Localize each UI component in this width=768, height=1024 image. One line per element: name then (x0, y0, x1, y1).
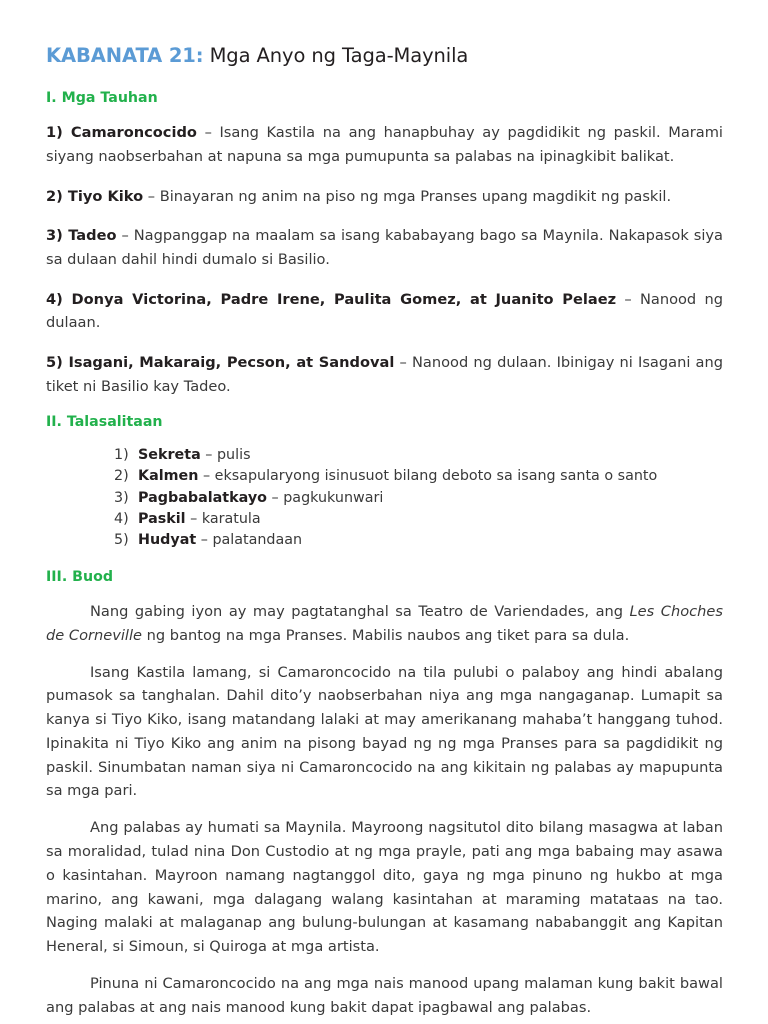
vocab-dash: – (196, 531, 213, 548)
character-entry (46, 288, 723, 335)
vocab-marker: 4) (114, 510, 129, 527)
character-dash: – (616, 290, 640, 308)
summary-paragraph (46, 816, 723, 959)
character-description: Binayaran ng anim na piso ng mga Pranses upang magdikit ng paskil. (159, 187, 672, 205)
vocab-definition: pulis (216, 447, 251, 464)
character-number: 4) (46, 290, 63, 308)
vocabulary-list (46, 445, 723, 551)
character-number: 3) (46, 227, 63, 245)
summary-paragraph (46, 661, 723, 804)
character-name: Isagani, Makaraig, Pecson, at Sandoval (68, 353, 395, 371)
list-item (114, 530, 723, 551)
vocab-term: Kalmen (138, 468, 199, 485)
paragraph-text-post: ng bantog na mga Pranses. Mabilis naubos ang tiket para sa dula. (142, 626, 630, 644)
vocab-term: Hudyat (138, 531, 197, 548)
paragraph-text-pre: Isang Kastila lamang, si Camaroncocido na tila pulubi o palaboy ang hindi abalang pumasok sa tanghalan. Dahil dito’y naobserbahan niya ang mga nangaganap. Lumapit sa kanya si Tiyo Kiko, isang matandang lalaki at may amerikanang mahaba’t hanggang tuhod. Ipinakita ni Tiyo Kiko ang anim na pisong bayad ng ng mga Pranses para sa pagdidikit ng paskil. Sinumbatan naman siya ni Camaroncocido na ang kikitain ng palabas ay mapupunta sa mga pari. (46, 663, 723, 800)
character-number: 1) (46, 124, 63, 142)
character-entry (46, 224, 723, 271)
character-dash: – (143, 187, 160, 205)
vocab-marker: 5) (114, 531, 129, 548)
character-dash: – (394, 353, 412, 371)
character-number: 5) (46, 353, 63, 371)
character-name: Camaroncocido (70, 124, 197, 142)
character-description: Isang Kastila na ang hanapbuhay ay pagdidikit ng paskil. Marami siyang naobserbahan at napuna sa mga pumupunta sa palabas na ipinagkibit balikat. (46, 124, 723, 166)
section-heading-vocabulary: II. Talasalitaan (46, 414, 163, 431)
list-item (114, 509, 723, 530)
vocab-dash: – (198, 468, 215, 485)
character-entry (46, 185, 723, 209)
paragraph-text-pre: Nang gabing iyon ay may pagtatanghal sa Teatro de Variendades, ang (90, 603, 630, 621)
character-description: Nanood ng dulaan. Ibinigay ni Isagani ang tiket ni Basilio kay Tadeo. (46, 353, 723, 395)
page-title (46, 44, 723, 68)
section-heading-characters: I. Mga Tauhan (46, 90, 158, 107)
vocab-term: Pagbabalatkayo (138, 489, 267, 506)
character-name: Tadeo (68, 227, 117, 245)
list-item (114, 466, 723, 487)
vocab-definition: karatula (201, 510, 261, 527)
chapter-label: KABANATA 21: (46, 44, 204, 67)
character-name: Donya Victorina, Padre Irene, Paulita Gomez, at Juanito Pelaez (71, 290, 617, 308)
vocab-marker: 3) (114, 489, 129, 506)
vocab-dash: – (200, 447, 217, 464)
character-entry (46, 351, 723, 398)
list-item (114, 445, 723, 466)
paragraph-text-pre: Ang palabas ay humati sa Maynila. Mayroong nagsitutol dito bilang masagwa at laban sa moralidad, tulad nina Don Custodio at ng mga prayle, pati ang mga babaing may asawa o kasintahan. Mayroon namang nagtanggol dito, gaya ng mga pinuno ng hukbo at mga marino, ang kawani, mga dalagang walang kasintahan at maraming matataas na tao. Naging malaki at malaganap ang bulung-bulungan at kasamang nababanggit ang Kapitan Heneral, si Simoun, si Quiroga at mga artista. (46, 819, 723, 956)
vocab-dash: – (185, 510, 202, 527)
list-item (114, 488, 723, 509)
vocab-marker: 1) (114, 447, 129, 464)
section-heading-summary: III. Buod (46, 568, 113, 585)
character-dash: – (116, 227, 134, 245)
summary-paragraph (46, 600, 723, 648)
vocab-term: Sekreta (138, 447, 201, 464)
paragraph-text-pre: Pinuna ni Camaroncocido na ang mga nais manood upang malaman kung bakit bawal ang palabas at ang nais manood kung bakit dapat ipagbawal ang palabas. (46, 974, 723, 1016)
character-description: Nanood ng dulaan. (46, 290, 723, 332)
play-title-italic: Les Choches de Corneville (46, 603, 723, 644)
character-dash: – (196, 124, 220, 142)
summary-paragraph (46, 972, 723, 1020)
vocab-dash: – (266, 489, 284, 506)
character-name: Tiyo Kiko (67, 187, 144, 205)
character-number: 2) (46, 187, 63, 205)
vocab-definition: eksapularyong isinusuot bilang deboto sa isang santa o santo (214, 468, 658, 485)
chapter-title-text: Mga Anyo ng Taga-Maynila (209, 44, 469, 67)
vocab-definition: pagkukunwari (283, 489, 384, 506)
character-entry (46, 121, 723, 168)
vocab-marker: 2) (114, 468, 129, 485)
character-description: Nagpanggap na maalam sa isang kababayang bago sa Maynila. Nakapasok siya sa dulaan dahil hindi dumalo si Basilio. (46, 227, 723, 268)
vocab-term: Paskil (138, 510, 186, 527)
vocab-definition: palatandaan (212, 531, 303, 548)
